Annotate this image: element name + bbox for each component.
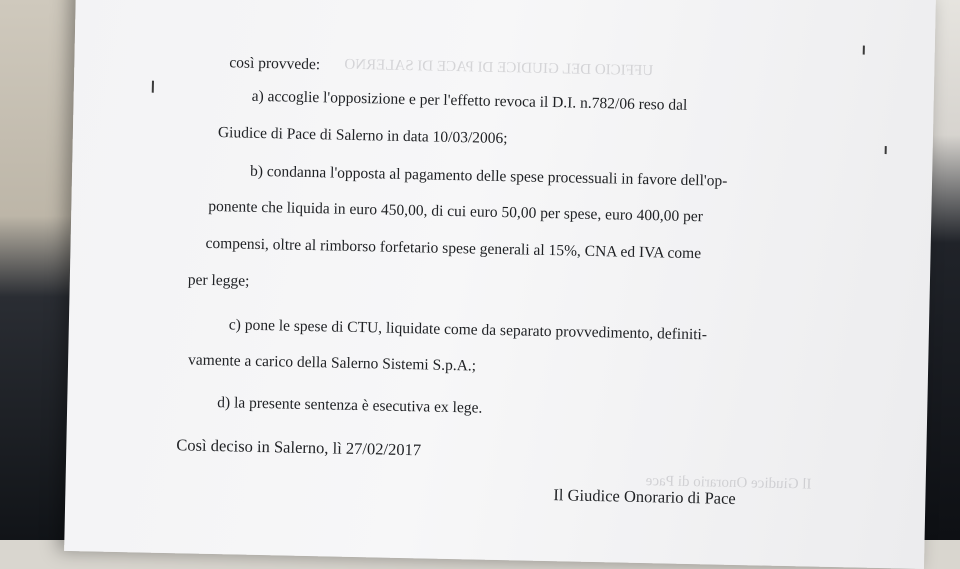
margin-mark-left	[152, 81, 154, 93]
item-b-line-3: compensi, oltre al rimborso forfetario spese generali al 15%, CNA ed IVA come	[205, 234, 702, 263]
bleed-through-signature: Il Giudice Onorario di Pace	[645, 473, 812, 493]
item-c-line-2: vamente a carico della Salerno Sistemi S.p.A.;	[187, 351, 477, 375]
item-c-line-1: c) pone le spese di CTU, liquidate come da separato provvedimento, definiti-	[228, 316, 708, 344]
bleed-through-heading: UFFICIO DEL GIUDICE DI PACE DI SALERNO	[344, 56, 654, 80]
item-b-line-1: b) condanna l'opposta al pagamento delle spese processuali in favore dell'op-	[249, 162, 728, 190]
margin-mark-right	[885, 146, 887, 154]
item-b-line-4: per legge;	[187, 271, 250, 290]
signature-line: Il Giudice Onorario di Pace	[553, 485, 736, 508]
margin-mark-top-right	[863, 46, 865, 55]
document-page	[64, 0, 936, 569]
item-a-line-1: a) accoglie l'opposizione e per l'effetto revoca il D.I. n.782/06 reso dal	[251, 87, 688, 114]
closing-line: Così deciso in Salerno, lì 27/02/2017	[176, 435, 422, 460]
item-d-line: d) la presente sentenza è esecutiva ex lege.	[217, 394, 483, 417]
document-body	[64, 0, 936, 569]
item-a-line-2: Giudice di Pace di Salerno in data 10/03/2006;	[217, 124, 508, 148]
intro-line: così provvede:	[229, 54, 321, 74]
item-b-line-2: ponente che liquida in euro 450,00, di cui euro 50,00 per spese, euro 400,00 per	[208, 197, 704, 226]
